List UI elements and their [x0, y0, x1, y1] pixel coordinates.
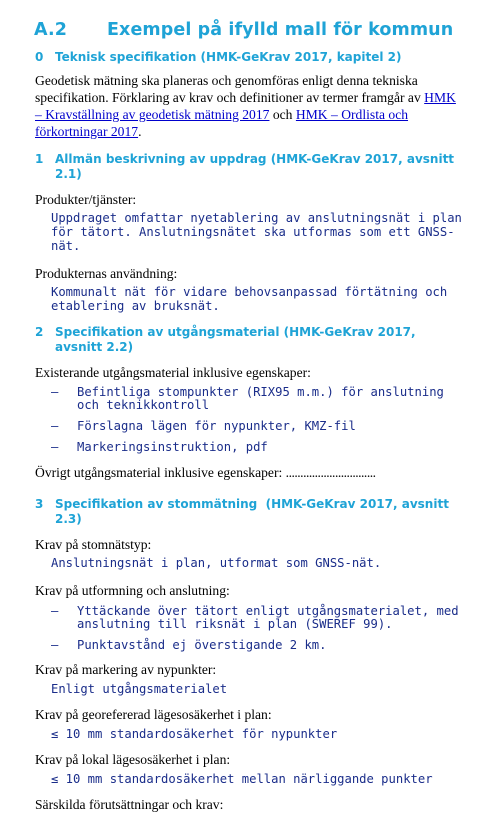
- label-stomnatstyp: Krav på stomnätstyp:: [35, 537, 152, 552]
- appendix-heading: [34, 20, 465, 40]
- section-1-heading: 1 Allmän beskrivning av uppdrag (HMK-GeKrav 2017, avsnitt 2.1): [35, 152, 455, 181]
- fill-in-dots: ...............................: [285, 465, 376, 480]
- list-item: – Förslagna lägen för nypunkter, KMZ-fil: [51, 419, 356, 433]
- label-anvandning: Produkternas användning:: [35, 266, 178, 281]
- section-0-paragraph: Geodetisk mätning ska planeras och genomföras enligt denna tekniska specifikation. Förklaring av krav och definitioner av termer framgår av HMK – Kravställning av geodetisk mätning 2017 och HMK – Ordlista och förkortningar 2017.: [35, 73, 456, 139]
- list-item: – Punktavstånd ej överstigande 2 km.: [51, 638, 327, 652]
- text-markering: Enligt utgångsmaterialet: [51, 682, 228, 696]
- heading-number: A.2: [34, 20, 67, 40]
- text-stomnatstyp: Anslutningsnät i plan, utformat som GNSS-nät.: [51, 556, 382, 570]
- section-2-heading: 2 Specifikation av utgångsmaterial (HMK-GeKrav 2017, avsnitt 2.2): [35, 325, 416, 354]
- text-anvandning: Kommunalt nät för vidare behovsanpassad förtätning och etablering av bruksnät.: [51, 285, 448, 313]
- text-produkter: Uppdraget omfattar nyetablering av anslutningsnät i plan för tätort. Anslutningsnätet ska utformas som ett GNSS-nät.: [51, 211, 462, 253]
- link-hmk-ordlista[interactable]: HMK – Ordlista och förkortningar 2017: [35, 107, 409, 139]
- section-3-heading: 3 Specifikation av stommätning (HMK-GeKrav 2017, avsnitt 2.3): [35, 497, 454, 526]
- text-georefererad: ≤ 10 mm standardosäkerhet för nypunkter: [51, 727, 338, 741]
- section-0-heading: 0 Teknisk specifikation (HMK-GeKrav 2017, kapitel 2): [35, 50, 402, 64]
- list-item: – Markeringsinstruktion, pdf: [51, 440, 268, 454]
- label-ovrigt: Övrigt utgångsmaterial inklusive egenskaper: ...............................: [35, 465, 376, 480]
- label-existerande: Existerande utgångsmaterial inklusive egenskaper:: [35, 365, 311, 380]
- text-lokal: ≤ 10 mm standardosäkerhet mellan närliggande punkter: [51, 772, 433, 786]
- heading-title: Exempel på ifylld mall för kommun: [107, 20, 454, 40]
- label-produkter: Produkter/tjänster:: [35, 192, 137, 207]
- label-markering: Krav på markering av nypunkter:: [35, 662, 217, 677]
- label-sarskilda: Särskilda förutsättningar och krav:: [35, 797, 224, 812]
- label-utformning: Krav på utformning och anslutning:: [35, 583, 230, 598]
- list-item: – Yttäckande över tätort enligt utgångsmaterialet, med anslutning till riksnät i plan (SWEREF 99).: [51, 604, 459, 631]
- list-utformning: [35, 605, 465, 652]
- label-georefererad: Krav på georefererad lägesosäkerhet i plan:: [35, 707, 272, 722]
- list-utgangsmaterial: [35, 386, 465, 454]
- list-item: – Befintliga stompunkter (RIX95 m.m.) för anslutning och teknikkontroll: [51, 385, 444, 412]
- label-lokal: Krav på lokal lägesosäkerhet i plan:: [35, 752, 231, 767]
- link-hmk-kravstallning[interactable]: HMK – Kravställning av geodetisk mätning 2017: [35, 90, 456, 122]
